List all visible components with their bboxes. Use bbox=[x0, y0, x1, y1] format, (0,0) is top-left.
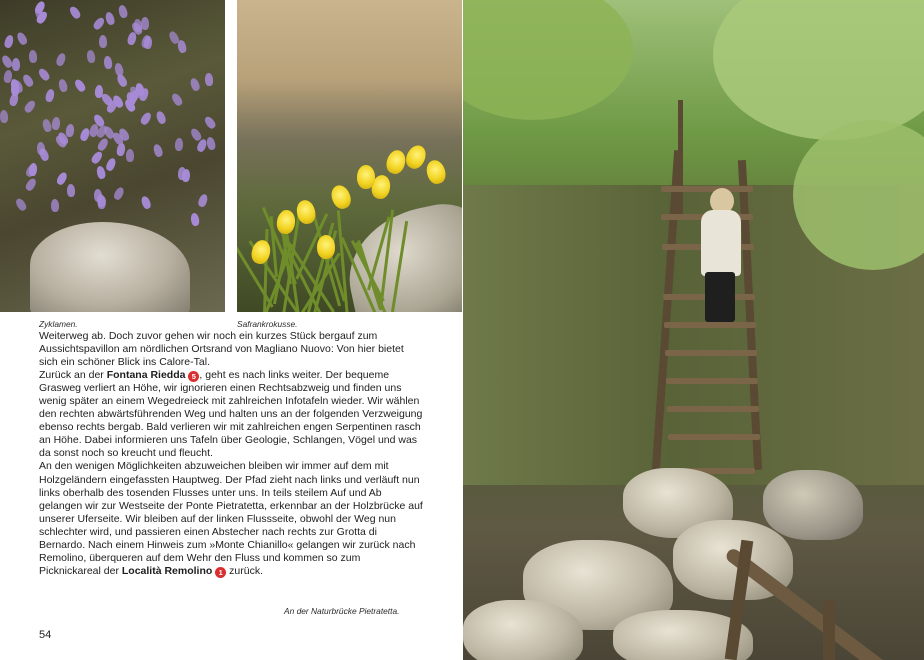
cyclamen-flower bbox=[45, 88, 56, 103]
handrail-post bbox=[823, 600, 835, 660]
ladder-rung bbox=[667, 406, 759, 412]
paragraph bbox=[39, 460, 423, 577]
ladder-rung bbox=[665, 350, 757, 356]
cyclamen-flower bbox=[29, 50, 38, 64]
cyclamen-flower bbox=[175, 138, 184, 151]
cyclamen-flower bbox=[0, 109, 8, 122]
cyclamen-flower bbox=[190, 213, 200, 227]
cyclamen-flower bbox=[177, 39, 188, 53]
waypoint-marker: 5 bbox=[188, 371, 199, 382]
cyclamen-flower bbox=[37, 67, 51, 82]
cyclamen-flower bbox=[141, 17, 149, 30]
cyclamen-flower bbox=[4, 34, 15, 49]
crocus-flower bbox=[317, 235, 335, 259]
cyclamen-flower bbox=[67, 184, 76, 197]
crocus-flower bbox=[403, 142, 429, 171]
cyclamen-flower bbox=[182, 169, 191, 183]
foliage-shape bbox=[713, 0, 924, 140]
cyclamen-flower bbox=[96, 166, 107, 180]
cyclamen-photo bbox=[0, 0, 225, 312]
cyclamen-flower bbox=[155, 110, 167, 125]
cyclamen-flower bbox=[37, 147, 49, 162]
cyclamen-flower bbox=[68, 5, 82, 20]
paragraph: Weiterweg ab. Doch zuvor gehen wir noch ein kurzes Stück bergauf zum Aussichtspavillon am nördlichen Ortsrand von Magliano Nuovo: Von hier bietet sich ein schöner Blick ins Calore-Tal. bbox=[39, 330, 404, 369]
cyclamen-flower bbox=[170, 92, 184, 107]
natural-bridge-photo bbox=[463, 0, 924, 660]
text-run: zurück. bbox=[226, 564, 263, 577]
cyclamen-flower bbox=[104, 11, 116, 26]
cyclamen-flower bbox=[114, 62, 125, 76]
ladder-rung bbox=[666, 378, 758, 384]
ladder-rung bbox=[661, 186, 753, 192]
crocus-flower bbox=[328, 183, 354, 212]
cyclamen-flower bbox=[105, 157, 117, 172]
cyclamen-flower bbox=[205, 136, 216, 150]
photo-caption: Zyklamen. bbox=[39, 319, 78, 329]
cyclamen-flower bbox=[189, 77, 201, 92]
crocus-flower bbox=[357, 165, 375, 189]
cyclamen-flower bbox=[94, 85, 103, 98]
ladder-rung bbox=[664, 322, 756, 328]
foliage-shape bbox=[463, 0, 633, 120]
text-run: An den wenigen Möglichkeiten abzuweichen bleiben wir immer auf dem mit Holzgeländern eingefassten Hauptweg. Der Pfad zieht nach links und verläuft nun links oberhalb des tosenden Flusses unter uns. In teils steilem Auf und Ab gelangen wir zur Westseite der Ponte Pietratetta, erkennbar an der Holzbrücke auf unserer Uferseite. Wir bleiben auf der linken Flussseite, obwohl der Weg nun schlechter wird, und passieren einen Abstecher nach rechts zur Grotta di Bernardo. Nach einem Hinweis zum »Monte Chianillo« gelangen wir zurück nach Remolino, überqueren auf dem Wehr den Fluss und kommen so zum Picknickareal der bbox=[39, 460, 423, 577]
cyclamen-flower bbox=[21, 73, 35, 88]
cyclamen-flower bbox=[51, 199, 60, 212]
cyclamen-flower bbox=[86, 50, 96, 64]
cyclamen-flower bbox=[55, 52, 67, 67]
cyclamen-flower bbox=[15, 31, 28, 46]
ladder-rung bbox=[668, 434, 760, 440]
photo-caption: An der Naturbrücke Pietratetta. bbox=[284, 606, 400, 616]
cyclamen-flower bbox=[140, 195, 152, 210]
body-text bbox=[39, 330, 423, 578]
place-name: Fontana Riedda bbox=[106, 369, 186, 382]
cyclamen-flower bbox=[197, 193, 209, 208]
cyclamen-flower bbox=[103, 56, 113, 70]
crocus-flower bbox=[275, 209, 296, 235]
waypoint-marker: 1 bbox=[215, 567, 226, 578]
cyclamen-flower bbox=[205, 73, 214, 87]
cyclamen-flower bbox=[55, 171, 68, 186]
cyclamen-flower bbox=[113, 186, 126, 201]
crocus-flower bbox=[384, 148, 408, 176]
text-run: Zurück an der bbox=[39, 369, 107, 382]
cyclamen-flower bbox=[12, 58, 20, 71]
cyclamen-flower bbox=[58, 79, 69, 94]
cyclamen-flower bbox=[91, 16, 105, 31]
cyclamen-flower bbox=[52, 117, 61, 131]
cyclamen-flower bbox=[203, 115, 217, 130]
cyclamen-flower bbox=[139, 111, 153, 126]
saffron-crocus-photo bbox=[237, 0, 462, 312]
cyclamen-flower bbox=[23, 99, 37, 114]
stone-shape bbox=[763, 470, 863, 540]
cyclamen-flower bbox=[28, 162, 38, 176]
cyclamen-flower bbox=[24, 177, 38, 192]
place-name: Località Remolino bbox=[121, 564, 213, 577]
cyclamen-flower bbox=[99, 35, 107, 48]
cyclamen-flower bbox=[96, 194, 105, 208]
cyclamen-flower bbox=[73, 78, 87, 93]
hiker-figure bbox=[705, 272, 735, 322]
cyclamen-flower bbox=[118, 5, 129, 20]
cyclamen-flower bbox=[90, 150, 104, 165]
cyclamen-flower bbox=[127, 31, 138, 46]
cyclamen-flower bbox=[152, 143, 164, 158]
rock-shape bbox=[30, 222, 190, 312]
page-number: 54 bbox=[39, 629, 52, 641]
hiker-figure bbox=[701, 210, 741, 276]
text-run: , geht es nach links weiter. Der bequeme Grasweg verliert an Höhe, wir ignorieren einen Rechtsabzweig und finden uns wenig später an einem Wegedreieck mit zahlreichen Infotafeln wieder. Wir wählen den rechten abwärtsführenden Weg und halten uns an der folgenden Verzweigung ebenso rechts bergab. Bald verlieren wir mit zahlreichen engen Serpentinen rasch an Höhe. Dabei informieren uns Tafeln über Geologie, Schlangen, Vögel und was da sonst noch so kreucht und fleucht. bbox=[39, 369, 423, 460]
photo-caption: Safrankrokusse. bbox=[237, 319, 298, 329]
paragraph bbox=[39, 369, 423, 460]
ladder-post bbox=[678, 100, 683, 220]
cyclamen-flower bbox=[126, 149, 134, 162]
crocus-flower bbox=[424, 158, 448, 186]
cyclamen-flower bbox=[96, 136, 110, 151]
cyclamen-flower bbox=[14, 197, 28, 212]
